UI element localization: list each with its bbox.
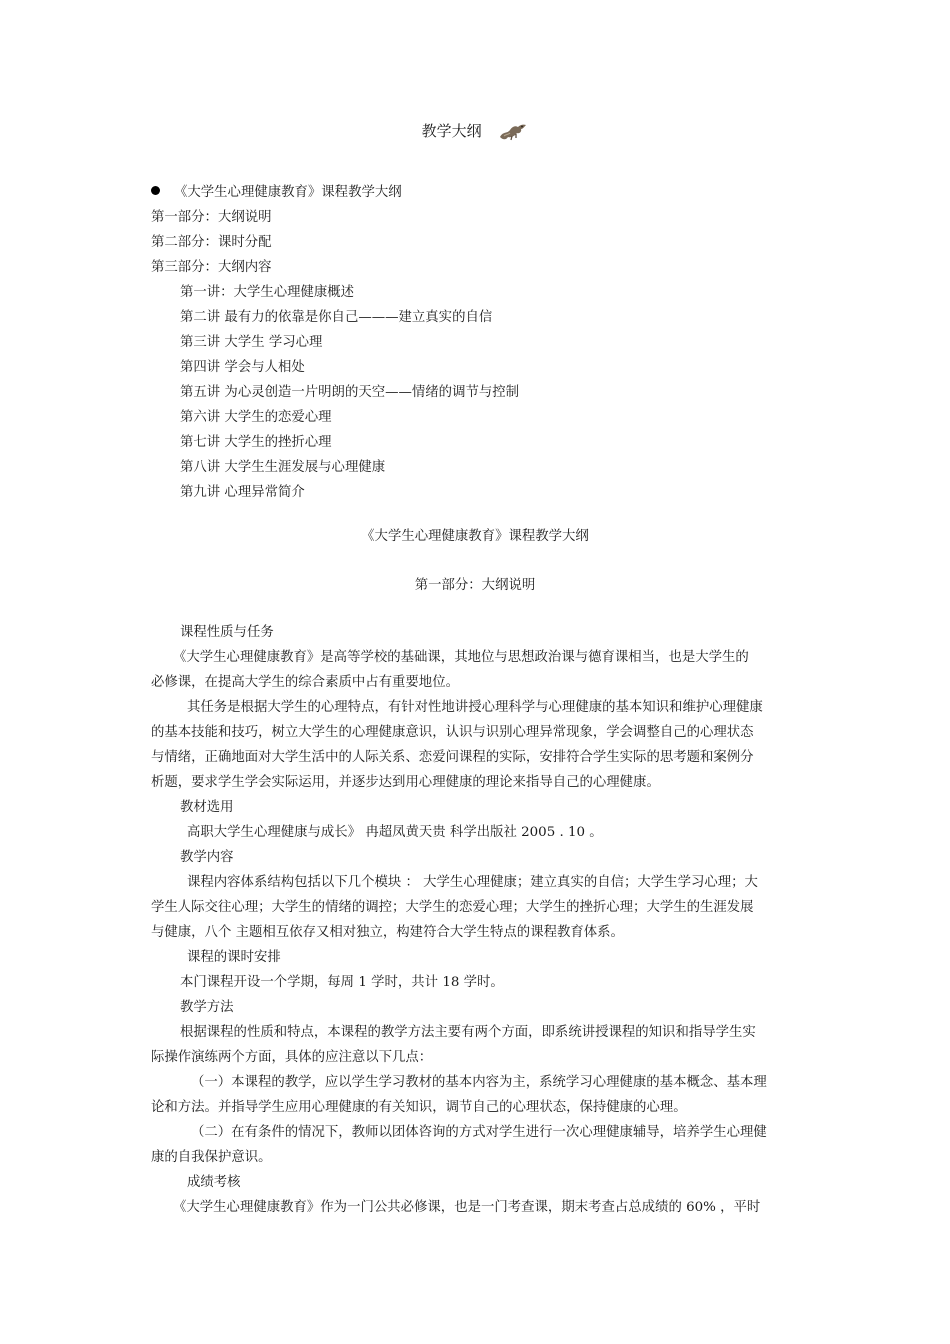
- paragraph-line: 论和方法。并指导学生应用心理健康的有关知识，调节自己的心理状态，保持健康的心理。: [151, 1100, 687, 1115]
- section-subtitle: 第一部分：大纲说明: [414, 578, 536, 593]
- paragraph-line: 析题，要求学生学会实际运用，并逐步达到用心理健康的理论来指导自己的心理健康。: [151, 775, 660, 790]
- paragraph-line: 必修课，在提高大学生的综合素质中占有重要地位。: [151, 675, 459, 690]
- paragraph-line: 《大学生心理健康教育》是高等学校的基础课，其地位与思想政治课与德育课相当，也是大学生的: [173, 650, 749, 665]
- page-header: [0, 118, 950, 144]
- toc-lecture: 第七讲 大学生的挫折心理: [180, 435, 332, 450]
- toc-lecture: 第一讲：大学生心理健康概述: [180, 285, 355, 300]
- toc-lecture: 第九讲 心理异常简介: [180, 485, 305, 500]
- dragon-logo-icon: [498, 121, 528, 143]
- toc-lecture: 第三讲 大学生 学习心理: [180, 335, 323, 350]
- section-title: 《大学生心理健康教育》课程教学大纲: [361, 529, 589, 544]
- document-body: [151, 620, 801, 1220]
- paragraph-line: 与健康，八个 主题相互依存又相对独立，构建符合大学生特点的课程教育体系。: [151, 925, 624, 940]
- toc-lecture: 第四讲 学会与人相处: [180, 360, 305, 375]
- paragraph-line: 的基本技能和技巧，树立大学生的心理健康意识，认识与识别心理异常现象，学会调整自己的心理状态: [151, 725, 754, 740]
- heading-schedule: 课程的课时安排: [187, 950, 281, 965]
- paragraph-line: 课程内容体系结构包括以下几个模块 ： 大学生心理健康；建立真实的自信；大学生学习心理；大: [187, 875, 758, 890]
- paragraph-line: （二）在有条件的情况下，教师以团体咨询的方式对学生进行一次心理健康辅导，培养学生心理健: [191, 1125, 767, 1140]
- paragraph-line: 其任务是根据大学生的心理特点，有针对性地讲授心理科学与心理健康的基本知识和维护心理健康: [187, 700, 763, 715]
- paragraph-line: 康的自我保护意识。: [151, 1150, 272, 1165]
- paragraph-line: （一）本课程的教学，应以学生学习教材的基本内容为主，系统学习心理健康的基本概念、基本理: [191, 1075, 767, 1090]
- toc-lecture: 第二讲 最有力的依靠是你自己———建立真实的自信: [180, 310, 493, 325]
- heading-content: 教学内容: [180, 850, 234, 865]
- toc-lecture: 第八讲 大学生生涯发展与心理健康: [180, 460, 386, 475]
- heading-textbook: 教材选用: [180, 800, 234, 815]
- bullet-icon: [151, 186, 160, 195]
- paragraph-line: 学生人际交往心理；大学生的情绪的调控；大学生的恋爱心理；大学生的挫折心理；大学生的生涯发展: [151, 900, 754, 915]
- paragraph-line: 《大学生心理健康教育》作为一门公共必修课，也是一门考查课，期末考查占总成绩的 60% ，平时: [173, 1200, 761, 1215]
- toc-part: 第一部分：大纲说明: [151, 210, 272, 225]
- toc-lecture: 第六讲 大学生的恋爱心理: [180, 410, 332, 425]
- toc-main-title: 《大学生心理健康教育》课程教学大纲: [151, 180, 811, 205]
- paragraph-line: 本门课程开设一个学期，每周 1 学时，共计 18 学时。: [180, 975, 504, 990]
- header-title: 教学大纲: [421, 122, 482, 140]
- heading-method: 教学方法: [180, 1000, 234, 1015]
- toc-lecture: 第五讲 为心灵创造一片明朗的天空——情绪的调节与控制: [180, 385, 520, 400]
- heading-course-nature: 课程性质与任务: [180, 625, 274, 640]
- paragraph-line: 高职大学生心理健康与成长》 冉超凤黄天贵 科学出版社 2005 . 10 。: [187, 825, 603, 840]
- paragraph-line: 与情绪，正确地面对大学生活中的人际关系、恋爱问课程的实际，安排符合学生实际的思考题和案例分: [151, 750, 754, 765]
- heading-assessment: 成绩考核: [187, 1175, 241, 1190]
- table-of-contents: [151, 180, 811, 505]
- paragraph-line: 根据课程的性质和特点，本课程的教学方法主要有两个方面，即系统讲授课程的知识和指导学生实: [180, 1025, 756, 1040]
- toc-part: 第二部分：课时分配: [151, 235, 272, 250]
- toc-part: 第三部分：大纲内容: [151, 260, 272, 275]
- paragraph-line: 际操作演练两个方面，具体的应注意以下几点：: [151, 1050, 433, 1065]
